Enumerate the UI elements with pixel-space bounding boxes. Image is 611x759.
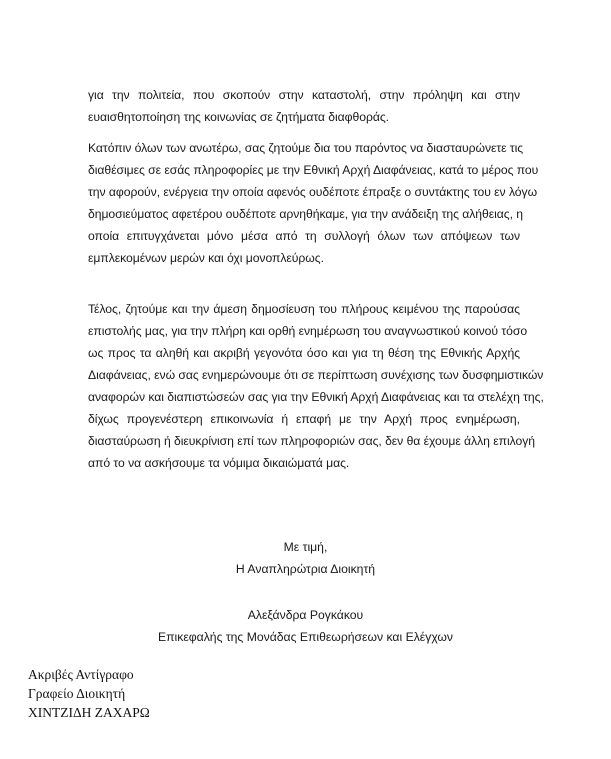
- text-line: από το να ασκήσουμε τα νόμιμα δικαιώματά μας.: [88, 456, 350, 470]
- certified-copy-office: Γραφείο Διοικητή: [28, 686, 126, 701]
- text-line: Κατόπιν όλων των ανωτέρω, σας ζητούμε δια του παρόντος να διασταυρώνετε τις: [88, 141, 524, 155]
- signature-role: Η Αναπληρώτρια Διοικητή: [235, 562, 376, 576]
- text-line: Διαφάνειας, ενώ σας ενημερώνουμε ότι σε περίπτωση συνέχισης των δυσφημιστικών: [88, 368, 544, 382]
- text-line: διασταύρωση ή διευκρίνιση επί των πληροφοριών σας, δεν θα έχουμε άλλη επιλογή: [88, 434, 535, 448]
- text-line: δίχως προγενέστερη επικοινωνία ή επαφή με την Αρχή προς ενημέρωση,: [88, 412, 520, 426]
- text-line: διαθέσιμες σε εσάς πληροφορίες με την Εθνική Αρχή Διαφάνειας, κατά το μέρος που: [88, 163, 539, 177]
- certified-copy-signer: ΧΙΝΤΖΙΔΗ ΖΑΧΑΡΩ: [28, 705, 150, 720]
- text-line: δημοσιεύματος αφετέρου ουδέποτε αρνηθήκαμε, για την ανάδειξη της αλήθειας, η: [88, 207, 523, 221]
- text-line: Τέλος, ζητούμε και την άμεση δημοσίευση του πλήρους κειμένου της παρούσας: [88, 302, 520, 316]
- text-line: εμπλεκομένων μερών και όχι μονοπλεύρως.: [88, 251, 324, 265]
- certified-copy-stamp: [28, 665, 150, 722]
- text-line: για την πολιτεία, που σκοπούν στην καταστολή, στην πρόληψη και στην: [88, 88, 520, 102]
- text-line: αναφορών και διαπιστώσεών σας για την Εθνική Αρχή Διαφάνειας και τα στελέχη της,: [88, 390, 544, 404]
- text-line: την αφορούν, ενέργεια την οποία αφενός ουδέποτε έπραξε ο συντάκτης του εν λόγω: [88, 185, 538, 199]
- text-line: ως προς τα αληθή και ακριβή γεγονότα όσο και για τη θέση της Εθνικής Αρχής: [88, 346, 520, 360]
- signature-closing: Με τιμή,: [283, 540, 328, 554]
- paragraph-request: [88, 137, 539, 269]
- paragraph-closing-request: [88, 298, 544, 474]
- text-line: επιστολής μας, για την πλήρη και ορθή ενημέρωση του αναγνωστικού κοινού τόσο: [88, 324, 528, 338]
- signature-name: Αλεξάνδρα Ρογκάκου: [247, 608, 364, 622]
- paragraph-continuation: [88, 84, 520, 128]
- signature-title: Επικεφαλής της Μονάδας Επιθεωρήσεων και Ελέγχων: [157, 630, 453, 644]
- certified-copy-line: Ακριβές Αντίγραφο: [28, 667, 134, 682]
- text-line: οποία επιτυγχάνεται μόνο μέσα από τη συλλογή όλων των απόψεων των: [88, 229, 520, 243]
- text-line: ευαισθητοποίηση της κοινωνίας σε ζητήματα διαφθοράς.: [88, 110, 390, 124]
